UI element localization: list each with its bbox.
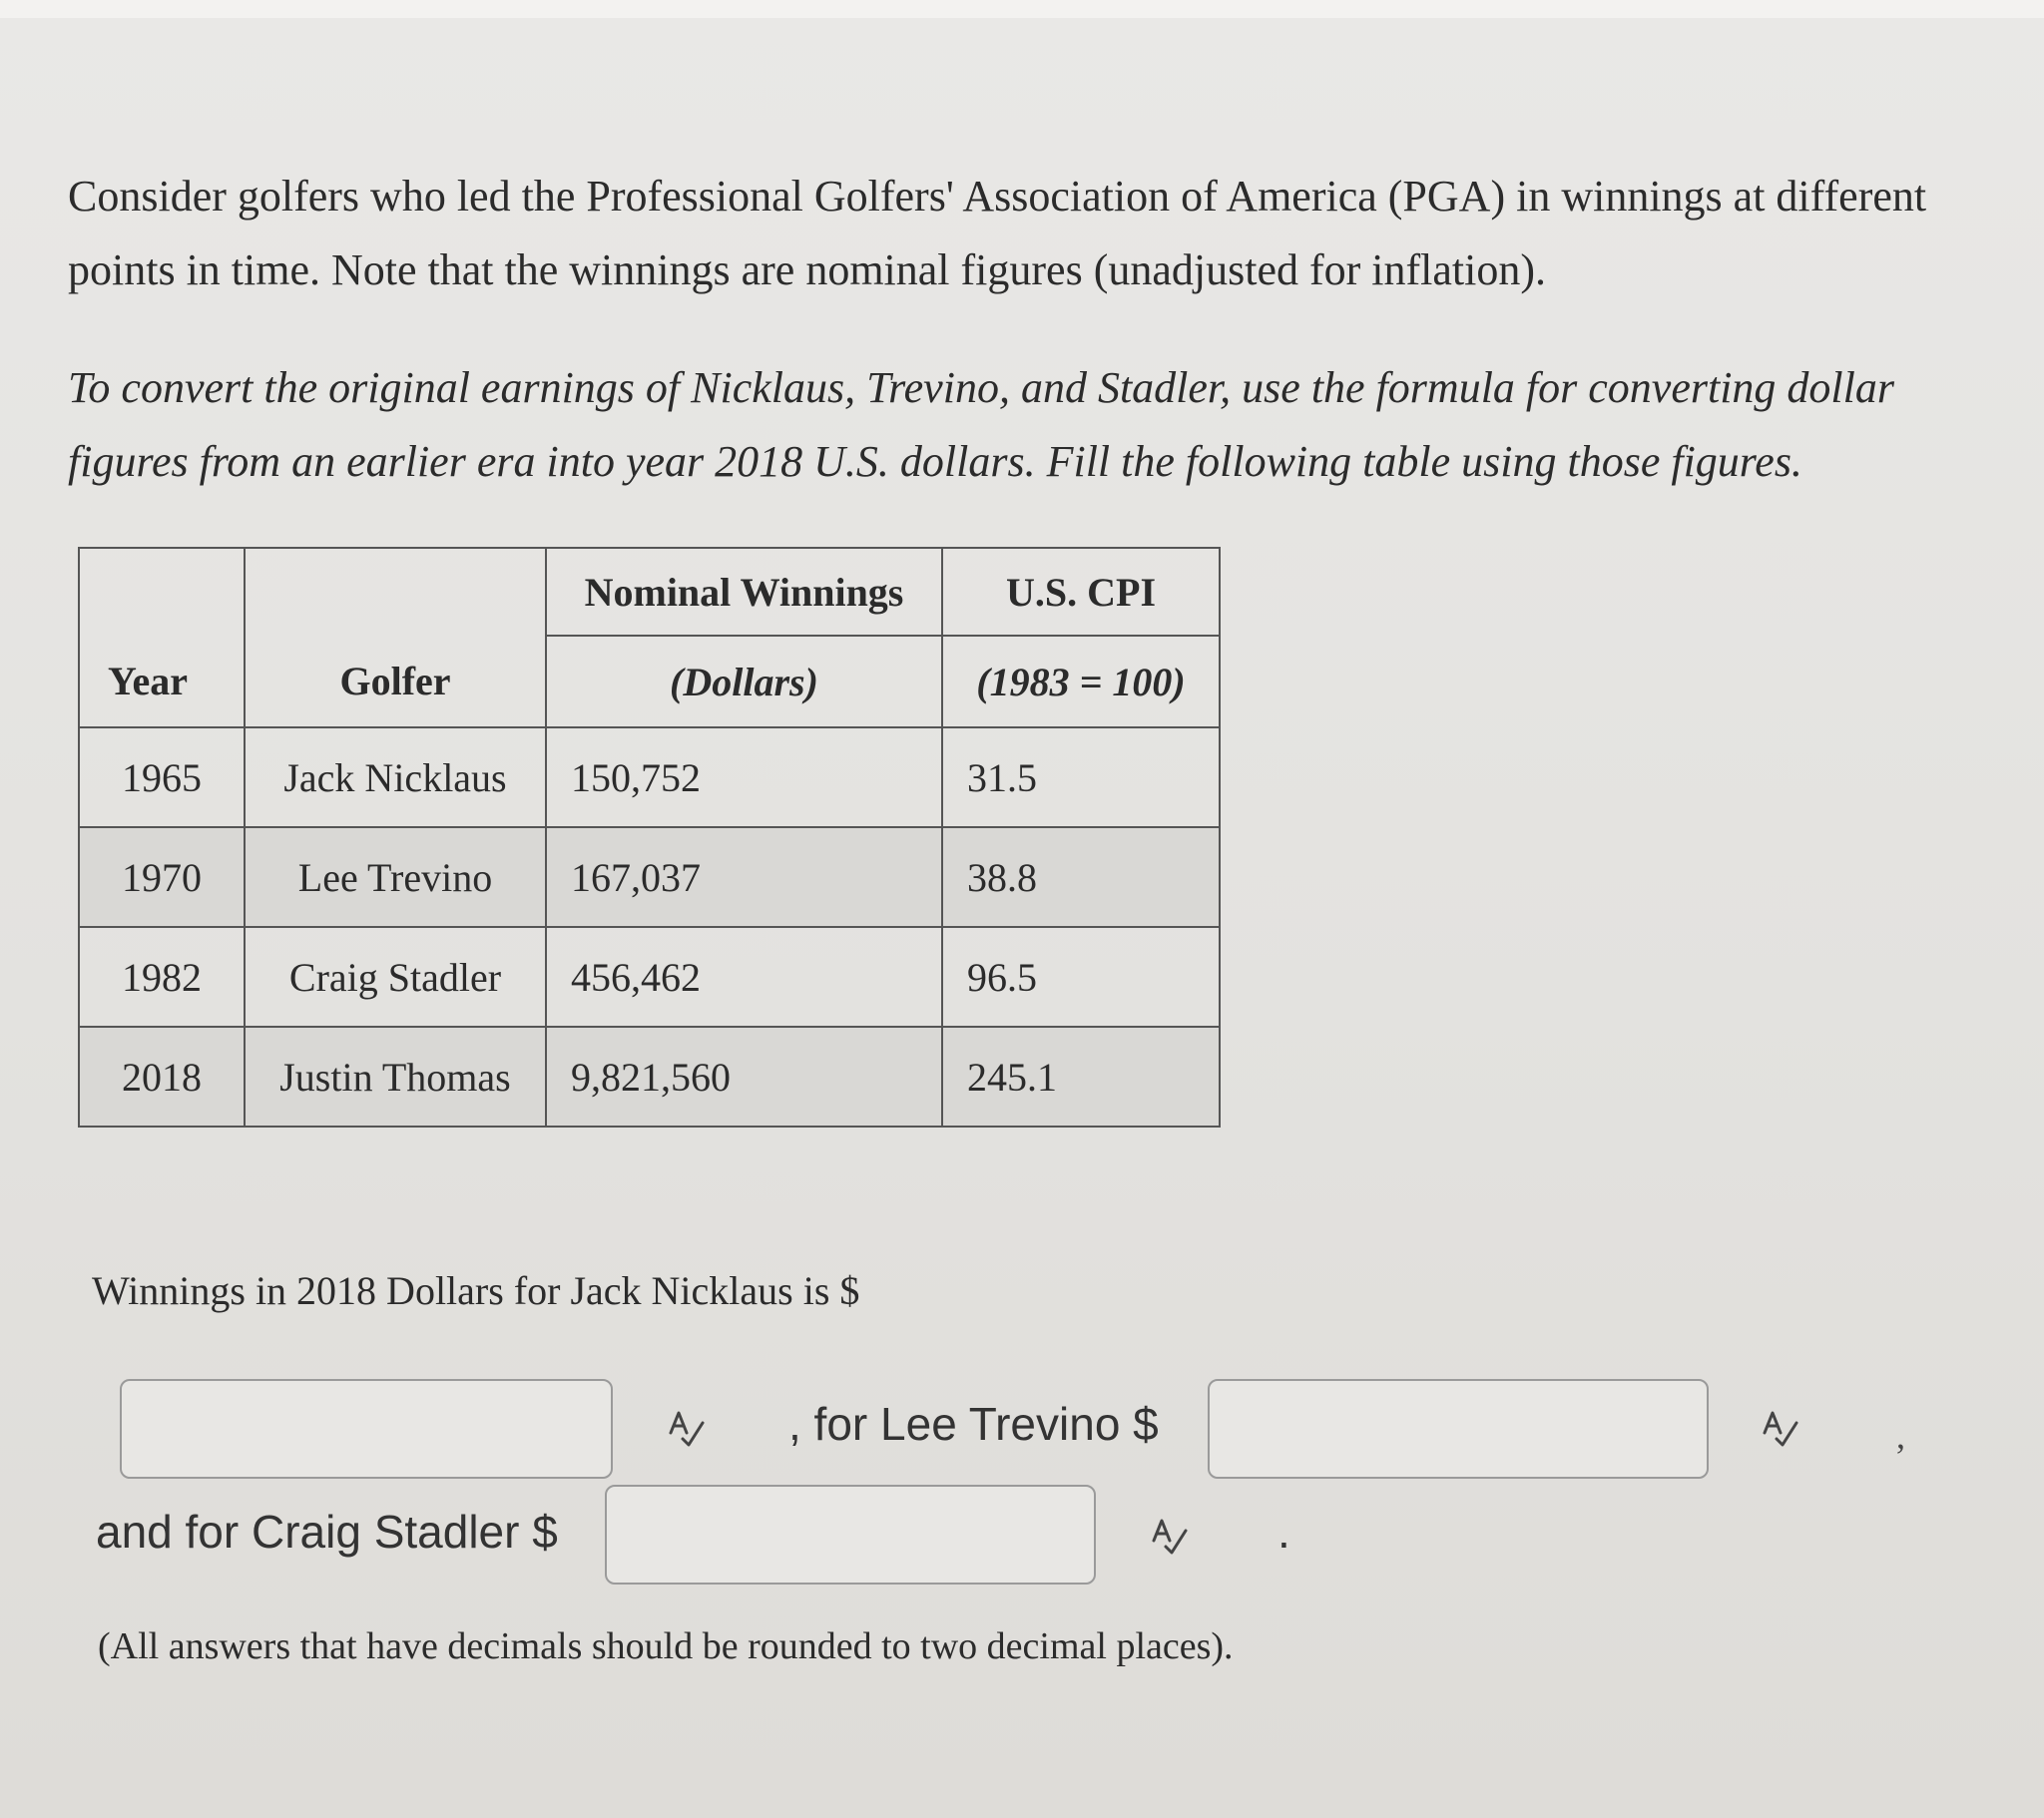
cell-winnings: 150,752 <box>546 727 942 827</box>
golfer-winnings-table <box>78 547 1221 1128</box>
table-row <box>79 827 1220 927</box>
spell-check-icon[interactable] <box>1759 1407 1802 1451</box>
table-row <box>79 927 1220 1027</box>
nicklaus-prompt: Winnings in 2018 Dollars for Jack Nicklaus is $ <box>92 1268 860 1313</box>
header-year: Year <box>79 548 245 727</box>
cell-golfer: Justin Thomas <box>245 1027 546 1127</box>
cell-golfer: Jack Nicklaus <box>245 727 546 827</box>
cell-cpi: 245.1 <box>942 1027 1220 1127</box>
cell-year: 1965 <box>79 727 245 827</box>
trevino-answer-input[interactable] <box>1210 1381 1707 1477</box>
header-nominal-winnings: Nominal Winnings <box>546 548 942 636</box>
nicklaus-answer-input[interactable] <box>122 1381 611 1477</box>
cell-winnings: 456,462 <box>546 927 942 1027</box>
instructions-paragraph: To convert the original earnings of Nicklaus, Trevino, and Stadler, use the formula for converting dollar figures from an earlier era into year 2018 U.S. dollars. Fill the following table using those figures. <box>68 363 1894 486</box>
spell-check-icon[interactable] <box>1148 1515 1192 1559</box>
table-row <box>79 727 1220 827</box>
rounding-note: (All answers that have decimals should be rounded to two decimal places). <box>98 1625 1234 1667</box>
header-golfer: Golfer <box>245 548 546 727</box>
cell-winnings: 167,037 <box>546 827 942 927</box>
cell-cpi: 31.5 <box>942 727 1220 827</box>
cell-year: 1982 <box>79 927 245 1027</box>
header-winnings-unit: (Dollars) <box>546 636 942 727</box>
nicklaus-answer-box[interactable] <box>120 1379 613 1479</box>
trevino-answer-box[interactable] <box>1208 1379 1709 1479</box>
trevino-trailing-comma: , <box>1896 1416 1905 1456</box>
stadler-answer-input[interactable] <box>607 1487 1094 1583</box>
cell-year: 1970 <box>79 827 245 927</box>
cell-cpi: 38.8 <box>942 827 1220 927</box>
header-us-cpi: U.S. CPI <box>942 548 1220 636</box>
stadler-answer-box[interactable] <box>605 1485 1096 1585</box>
cell-golfer: Lee Trevino <box>245 827 546 927</box>
cell-golfer: Craig Stadler <box>245 927 546 1027</box>
stadler-label: and for Craig Stadler $ <box>96 1506 558 1558</box>
header-cpi-base: (1983 = 100) <box>942 636 1220 727</box>
cell-cpi: 96.5 <box>942 927 1220 1027</box>
table-header-row-top <box>79 548 1220 636</box>
intro-paragraph: Consider golfers who led the Professional Golfers' Association of America (PGA) in winnings at different points in time. Note that the winnings are nominal figures (unadjusted for inflation). <box>68 172 1927 294</box>
stadler-trailing-period: . <box>1278 1506 1290 1558</box>
cell-winnings: 9,821,560 <box>546 1027 942 1127</box>
spell-check-icon[interactable] <box>665 1407 709 1451</box>
table-row <box>79 1027 1220 1127</box>
trevino-label: , for Lee Trevino $ <box>788 1398 1159 1450</box>
cell-year: 2018 <box>79 1027 245 1127</box>
